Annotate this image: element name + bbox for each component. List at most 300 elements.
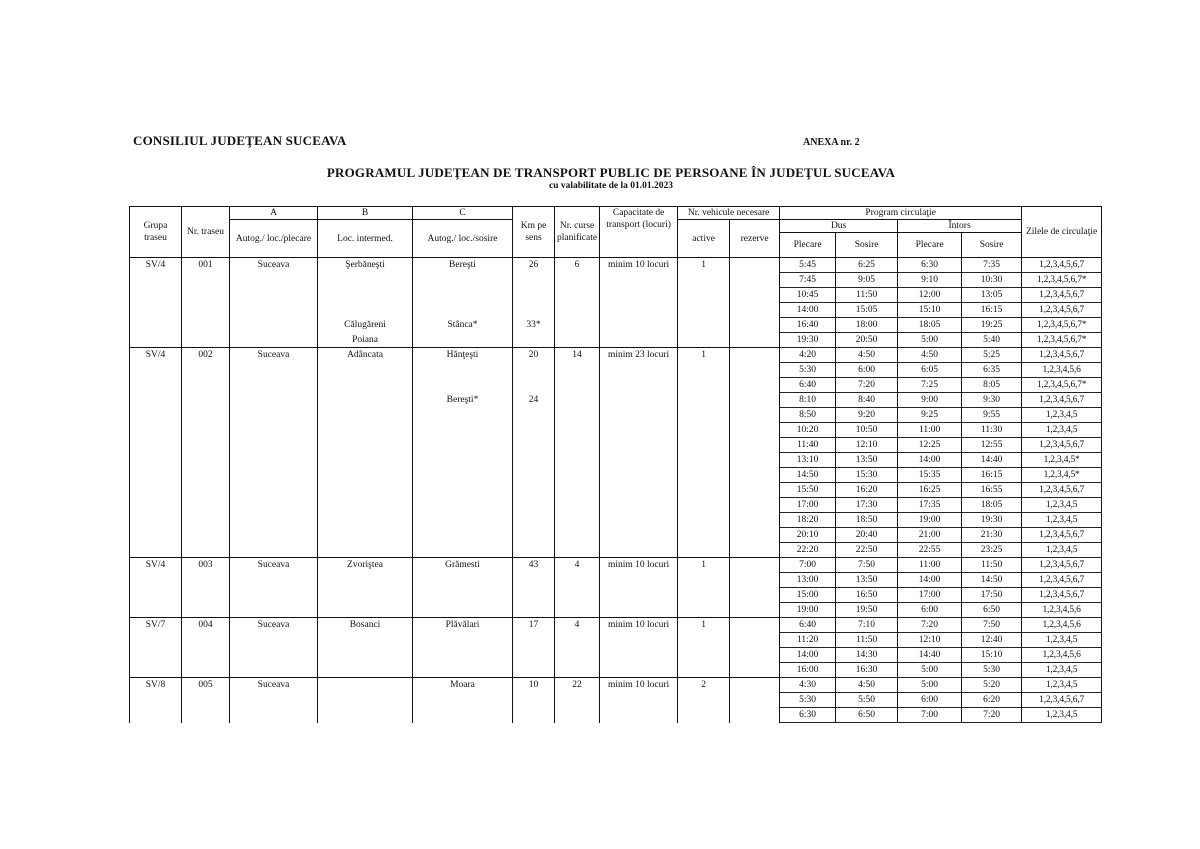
- route-intermediate-cell: [318, 663, 413, 678]
- route-curse-cell: 6: [555, 258, 600, 273]
- route-destination-cell: [413, 468, 513, 483]
- route-capacity-cell: minim 10 locuri: [600, 678, 678, 693]
- table-row: [130, 573, 1102, 588]
- route-active-cell: [678, 423, 730, 438]
- route-group-cell: [130, 423, 182, 438]
- route-number-cell: [182, 273, 230, 288]
- route-destination-cell: [413, 708, 513, 723]
- route-reserve-cell: [730, 303, 780, 318]
- route-origin-cell: [230, 438, 318, 453]
- route-intermediate-cell: Zvoriştea: [318, 558, 413, 573]
- col-header-intors: Întors: [898, 220, 1022, 233]
- dus-sosire-cell: 4:50: [836, 348, 898, 363]
- route-km-cell: [513, 408, 555, 423]
- route-capacity-cell: [600, 648, 678, 663]
- route-destination-cell: [413, 648, 513, 663]
- route-curse-cell: [555, 393, 600, 408]
- route-origin-cell: [230, 468, 318, 483]
- route-reserve-cell: [730, 708, 780, 723]
- route-active-cell: [678, 393, 730, 408]
- route-origin-cell: [230, 453, 318, 468]
- table-row: [130, 408, 1102, 423]
- days-cell: 1,2,3,4,5,6,7: [1022, 438, 1102, 453]
- route-km-cell: [513, 333, 555, 348]
- dus-sosire-cell: 6:25: [836, 258, 898, 273]
- table-row: [130, 258, 1102, 273]
- route-intermediate-cell: [318, 288, 413, 303]
- route-number-cell: [182, 393, 230, 408]
- dus-plecare-cell: 7:00: [780, 558, 836, 573]
- days-cell: 1,2,3,4,5: [1022, 513, 1102, 528]
- route-group-cell: [130, 513, 182, 528]
- route-intermediate-cell: [318, 273, 413, 288]
- route-capacity-cell: minim 10 locuri: [600, 618, 678, 633]
- route-active-cell: [678, 513, 730, 528]
- route-curse-cell: [555, 708, 600, 723]
- route-intermediate-cell: [318, 498, 413, 513]
- route-group-cell: [130, 693, 182, 708]
- route-km-cell: [513, 708, 555, 723]
- route-capacity-cell: [600, 573, 678, 588]
- route-origin-cell: [230, 648, 318, 663]
- dus-plecare-cell: 8:50: [780, 408, 836, 423]
- route-curse-cell: 4: [555, 558, 600, 573]
- route-origin-cell: [230, 408, 318, 423]
- route-intermediate-cell: [318, 408, 413, 423]
- col-header-b: Loc. intermed.: [318, 220, 413, 258]
- intors-plecare-cell: 14:00: [898, 453, 962, 468]
- route-origin-cell: [230, 483, 318, 498]
- intors-plecare-cell: 12:10: [898, 633, 962, 648]
- days-cell: 1,2,3,4,5,6,7: [1022, 288, 1102, 303]
- route-capacity-cell: [600, 708, 678, 723]
- intors-plecare-cell: 9:00: [898, 393, 962, 408]
- intors-sosire-cell: 7:50: [962, 618, 1022, 633]
- days-cell: 1,2,3,4,5,6,7: [1022, 348, 1102, 363]
- route-curse-cell: [555, 543, 600, 558]
- col-header-nr-traseu: Nr. traseu: [182, 207, 230, 258]
- col-header-capacitate: Capacitate de transport (locuri): [600, 207, 678, 258]
- route-reserve-cell: [730, 663, 780, 678]
- route-origin-cell: [230, 378, 318, 393]
- col-header-active: active: [678, 220, 730, 258]
- table-row: [130, 333, 1102, 348]
- route-number-cell: [182, 483, 230, 498]
- dus-sosire-cell: 18:00: [836, 318, 898, 333]
- route-number-cell: [182, 603, 230, 618]
- route-group-cell: [130, 648, 182, 663]
- intors-plecare-cell: 12:00: [898, 288, 962, 303]
- days-cell: 1,2,3,4,5,6: [1022, 648, 1102, 663]
- route-group-cell: [130, 603, 182, 618]
- days-cell: 1,2,3,4,5: [1022, 708, 1102, 723]
- days-cell: 1,2,3,4,5,6,7: [1022, 483, 1102, 498]
- dus-plecare-cell: 10:20: [780, 423, 836, 438]
- dus-plecare-cell: 14:50: [780, 468, 836, 483]
- intors-sosire-cell: 8:05: [962, 378, 1022, 393]
- dus-plecare-cell: 14:00: [780, 303, 836, 318]
- dus-sosire-cell: 11:50: [836, 288, 898, 303]
- table-row: [130, 543, 1102, 558]
- route-destination-cell: [413, 378, 513, 393]
- route-origin-cell: [230, 693, 318, 708]
- route-curse-cell: [555, 318, 600, 333]
- route-intermediate-cell: [318, 453, 413, 468]
- route-reserve-cell: [730, 528, 780, 543]
- dus-plecare-cell: 7:45: [780, 273, 836, 288]
- intors-sosire-cell: 9:55: [962, 408, 1022, 423]
- intors-plecare-cell: 14:40: [898, 648, 962, 663]
- route-destination-cell: [413, 363, 513, 378]
- dus-plecare-cell: 6:30: [780, 708, 836, 723]
- route-origin-cell: Suceava: [230, 348, 318, 363]
- route-number-cell: [182, 303, 230, 318]
- route-reserve-cell: [730, 408, 780, 423]
- intors-sosire-cell: 9:30: [962, 393, 1022, 408]
- intors-plecare-cell: 7:00: [898, 708, 962, 723]
- route-origin-cell: [230, 303, 318, 318]
- route-intermediate-cell: [318, 393, 413, 408]
- route-active-cell: 1: [678, 258, 730, 273]
- dus-plecare-cell: 11:40: [780, 438, 836, 453]
- route-active-cell: [678, 528, 730, 543]
- route-destination-cell: Grămesti: [413, 558, 513, 573]
- intors-sosire-cell: 23:25: [962, 543, 1022, 558]
- route-destination-cell: [413, 603, 513, 618]
- route-intermediate-cell: [318, 483, 413, 498]
- col-header-intors-plecare: Plecare: [898, 233, 962, 258]
- route-origin-cell: [230, 498, 318, 513]
- col-header-a: Autog./ loc./plecare: [230, 220, 318, 258]
- route-km-cell: [513, 363, 555, 378]
- intors-plecare-cell: 5:00: [898, 333, 962, 348]
- route-km-cell: [513, 513, 555, 528]
- route-destination-cell: [413, 423, 513, 438]
- days-cell: 1,2,3,4,5,6,7: [1022, 573, 1102, 588]
- dus-sosire-cell: 20:40: [836, 528, 898, 543]
- route-curse-cell: [555, 288, 600, 303]
- days-cell: 1,2,3,4,5: [1022, 633, 1102, 648]
- route-number-cell: [182, 378, 230, 393]
- table-row: [130, 588, 1102, 603]
- route-intermediate-cell: [318, 468, 413, 483]
- route-group-cell: [130, 573, 182, 588]
- dus-plecare-cell: 13:10: [780, 453, 836, 468]
- route-active-cell: 2: [678, 678, 730, 693]
- route-active-cell: [678, 603, 730, 618]
- route-km-cell: [513, 588, 555, 603]
- intors-sosire-cell: 14:40: [962, 453, 1022, 468]
- col-header-dus: Dus: [780, 220, 898, 233]
- route-destination-cell: Bereşti*: [413, 393, 513, 408]
- col-header-km: Km pe sens: [513, 207, 555, 258]
- route-intermediate-cell: [318, 633, 413, 648]
- annex-label: ANEXA nr. 2: [803, 137, 860, 148]
- route-group-cell: SV/4: [130, 258, 182, 273]
- dus-plecare-cell: 18:20: [780, 513, 836, 528]
- route-origin-cell: [230, 603, 318, 618]
- route-curse-cell: 22: [555, 678, 600, 693]
- days-cell: 1,2,3,4,5,6,7: [1022, 258, 1102, 273]
- dus-sosire-cell: 7:10: [836, 618, 898, 633]
- dus-sosire-cell: 4:50: [836, 678, 898, 693]
- table-row: [130, 438, 1102, 453]
- route-active-cell: [678, 318, 730, 333]
- route-reserve-cell: [730, 318, 780, 333]
- transport-program-table: [129, 206, 1102, 723]
- route-number-cell: [182, 288, 230, 303]
- route-capacity-cell: [600, 453, 678, 468]
- route-intermediate-cell: [318, 378, 413, 393]
- route-group-cell: [130, 708, 182, 723]
- route-origin-cell: [230, 363, 318, 378]
- intors-plecare-cell: 17:35: [898, 498, 962, 513]
- route-origin-cell: Suceava: [230, 618, 318, 633]
- route-active-cell: [678, 498, 730, 513]
- route-number-cell: [182, 423, 230, 438]
- dus-plecare-cell: 15:50: [780, 483, 836, 498]
- intors-plecare-cell: 21:00: [898, 528, 962, 543]
- route-destination-cell: Plăvălari: [413, 618, 513, 633]
- days-cell: 1,2,3,4,5,6,7*: [1022, 318, 1102, 333]
- route-number-cell: [182, 408, 230, 423]
- route-group-cell: [130, 303, 182, 318]
- intors-sosire-cell: 16:15: [962, 303, 1022, 318]
- route-km-cell: [513, 288, 555, 303]
- intors-plecare-cell: 7:25: [898, 378, 962, 393]
- dus-plecare-cell: 11:20: [780, 633, 836, 648]
- days-cell: 1,2,3,4,5,6,7*: [1022, 333, 1102, 348]
- days-cell: 1,2,3,4,5: [1022, 543, 1102, 558]
- route-curse-cell: [555, 603, 600, 618]
- days-cell: 1,2,3,4,5,6: [1022, 618, 1102, 633]
- route-intermediate-cell: [318, 303, 413, 318]
- route-destination-cell: Moara: [413, 678, 513, 693]
- intors-sosire-cell: 12:40: [962, 633, 1022, 648]
- route-curse-cell: [555, 423, 600, 438]
- route-group-cell: [130, 543, 182, 558]
- intors-plecare-cell: 9:10: [898, 273, 962, 288]
- route-active-cell: [678, 408, 730, 423]
- route-reserve-cell: [730, 573, 780, 588]
- dus-sosire-cell: 17:30: [836, 498, 898, 513]
- route-km-cell: [513, 453, 555, 468]
- days-cell: 1,2,3,4,5,6,7: [1022, 393, 1102, 408]
- route-number-cell: [182, 363, 230, 378]
- route-number-cell: [182, 588, 230, 603]
- route-capacity-cell: minim 10 locuri: [600, 558, 678, 573]
- dus-plecare-cell: 8:10: [780, 393, 836, 408]
- table-row: [130, 393, 1102, 408]
- dus-plecare-cell: 15:00: [780, 588, 836, 603]
- route-destination-cell: [413, 483, 513, 498]
- intors-sosire-cell: 21:30: [962, 528, 1022, 543]
- route-origin-cell: [230, 573, 318, 588]
- route-km-cell: [513, 468, 555, 483]
- route-km-cell: [513, 438, 555, 453]
- document-title: PROGRAMUL JUDEŢEAN DE TRANSPORT PUBLIC DE PERSOANE ÎN JUDEŢUL SUCEAVA: [326, 165, 896, 180]
- route-active-cell: [678, 363, 730, 378]
- route-number-cell: [182, 573, 230, 588]
- table-row: [130, 363, 1102, 378]
- days-cell: 1,2,3,4,5,6,7*: [1022, 273, 1102, 288]
- intors-sosire-cell: 5:30: [962, 663, 1022, 678]
- route-km-cell: [513, 633, 555, 648]
- route-destination-cell: [413, 633, 513, 648]
- route-capacity-cell: [600, 693, 678, 708]
- route-destination-cell: [413, 438, 513, 453]
- dus-plecare-cell: 22:20: [780, 543, 836, 558]
- route-capacity-cell: [600, 603, 678, 618]
- table-row: [130, 453, 1102, 468]
- route-origin-cell: Suceava: [230, 678, 318, 693]
- intors-plecare-cell: 11:00: [898, 558, 962, 573]
- route-destination-cell: [413, 333, 513, 348]
- days-cell: 1,2,3,4,5,6: [1022, 363, 1102, 378]
- intors-sosire-cell: 16:15: [962, 468, 1022, 483]
- route-intermediate-cell: Călugăreni: [318, 318, 413, 333]
- route-km-cell: 17: [513, 618, 555, 633]
- route-capacity-cell: [600, 273, 678, 288]
- route-number-cell: [182, 438, 230, 453]
- route-active-cell: 1: [678, 618, 730, 633]
- dus-sosire-cell: 16:20: [836, 483, 898, 498]
- route-capacity-cell: [600, 513, 678, 528]
- route-reserve-cell: [730, 273, 780, 288]
- route-active-cell: [678, 288, 730, 303]
- route-intermediate-cell: [318, 528, 413, 543]
- route-curse-cell: [555, 378, 600, 393]
- route-group-cell: [130, 528, 182, 543]
- route-km-cell: 43: [513, 558, 555, 573]
- route-intermediate-cell: [318, 363, 413, 378]
- intors-plecare-cell: 5:00: [898, 678, 962, 693]
- dus-sosire-cell: 9:20: [836, 408, 898, 423]
- council-name: CONSILIUL JUDEŢEAN SUCEAVA: [133, 133, 347, 148]
- route-reserve-cell: [730, 498, 780, 513]
- table-row: [130, 513, 1102, 528]
- route-intermediate-cell: [318, 438, 413, 453]
- dus-plecare-cell: 5:45: [780, 258, 836, 273]
- intors-sosire-cell: 13:05: [962, 288, 1022, 303]
- route-active-cell: [678, 648, 730, 663]
- route-km-cell: 24: [513, 393, 555, 408]
- dus-sosire-cell: 12:10: [836, 438, 898, 453]
- route-curse-cell: [555, 333, 600, 348]
- route-group-cell: [130, 363, 182, 378]
- table-row: [130, 303, 1102, 318]
- intors-plecare-cell: 19:00: [898, 513, 962, 528]
- days-cell: 1,2,3,4,5: [1022, 408, 1102, 423]
- route-number-cell: 004: [182, 618, 230, 633]
- route-group-cell: [130, 273, 182, 288]
- route-destination-cell: [413, 663, 513, 678]
- route-number-cell: 003: [182, 558, 230, 573]
- route-curse-cell: [555, 588, 600, 603]
- route-number-cell: [182, 648, 230, 663]
- table-row: [130, 603, 1102, 618]
- table-row: [130, 378, 1102, 393]
- dus-sosire-cell: 20:50: [836, 333, 898, 348]
- route-capacity-cell: minim 23 locuri: [600, 348, 678, 363]
- intors-plecare-cell: 4:50: [898, 348, 962, 363]
- route-active-cell: [678, 633, 730, 648]
- intors-sosire-cell: 5:40: [962, 333, 1022, 348]
- route-km-cell: [513, 483, 555, 498]
- route-curse-cell: [555, 573, 600, 588]
- col-header-dus-plecare: Plecare: [780, 233, 836, 258]
- route-capacity-cell: [600, 468, 678, 483]
- route-km-cell: [513, 693, 555, 708]
- route-capacity-cell: [600, 438, 678, 453]
- route-group-cell: [130, 438, 182, 453]
- route-reserve-cell: [730, 333, 780, 348]
- route-curse-cell: [555, 408, 600, 423]
- dus-sosire-cell: 16:30: [836, 663, 898, 678]
- route-curse-cell: 4: [555, 618, 600, 633]
- route-capacity-cell: [600, 633, 678, 648]
- dus-sosire-cell: 11:50: [836, 633, 898, 648]
- route-curse-cell: [555, 363, 600, 378]
- route-capacity-cell: [600, 393, 678, 408]
- route-group-cell: [130, 288, 182, 303]
- route-destination-cell: [413, 288, 513, 303]
- route-group-cell: [130, 393, 182, 408]
- route-group-cell: [130, 588, 182, 603]
- route-active-cell: 1: [678, 558, 730, 573]
- route-km-cell: 20: [513, 348, 555, 363]
- dus-sosire-cell: 16:50: [836, 588, 898, 603]
- intors-sosire-cell: 6:35: [962, 363, 1022, 378]
- route-active-cell: [678, 693, 730, 708]
- route-capacity-cell: [600, 498, 678, 513]
- route-capacity-cell: [600, 318, 678, 333]
- intors-plecare-cell: 9:25: [898, 408, 962, 423]
- route-origin-cell: [230, 288, 318, 303]
- intors-sosire-cell: 19:30: [962, 513, 1022, 528]
- dus-sosire-cell: 13:50: [836, 573, 898, 588]
- route-destination-cell: [413, 528, 513, 543]
- route-capacity-cell: [600, 543, 678, 558]
- route-capacity-cell: [600, 483, 678, 498]
- intors-sosire-cell: 12:55: [962, 438, 1022, 453]
- dus-plecare-cell: 14:00: [780, 648, 836, 663]
- route-reserve-cell: [730, 438, 780, 453]
- dus-plecare-cell: 20:10: [780, 528, 836, 543]
- route-active-cell: 1: [678, 348, 730, 363]
- days-cell: 1,2,3,4,5*: [1022, 468, 1102, 483]
- route-intermediate-cell: Poiana: [318, 333, 413, 348]
- intors-plecare-cell: 15:10: [898, 303, 962, 318]
- route-number-cell: 001: [182, 258, 230, 273]
- route-active-cell: [678, 438, 730, 453]
- dus-sosire-cell: 6:50: [836, 708, 898, 723]
- route-destination-cell: [413, 273, 513, 288]
- dus-sosire-cell: 14:30: [836, 648, 898, 663]
- intors-plecare-cell: 15:35: [898, 468, 962, 483]
- route-group-cell: [130, 378, 182, 393]
- route-intermediate-cell: [318, 543, 413, 558]
- intors-plecare-cell: 16:25: [898, 483, 962, 498]
- route-reserve-cell: [730, 618, 780, 633]
- table-row: [130, 468, 1102, 483]
- table-row: [130, 348, 1102, 363]
- intors-plecare-cell: 14:00: [898, 573, 962, 588]
- route-destination-cell: Hănţeşti: [413, 348, 513, 363]
- route-number-cell: [182, 633, 230, 648]
- days-cell: 1,2,3,4,5,6,7: [1022, 558, 1102, 573]
- dus-plecare-cell: 4:20: [780, 348, 836, 363]
